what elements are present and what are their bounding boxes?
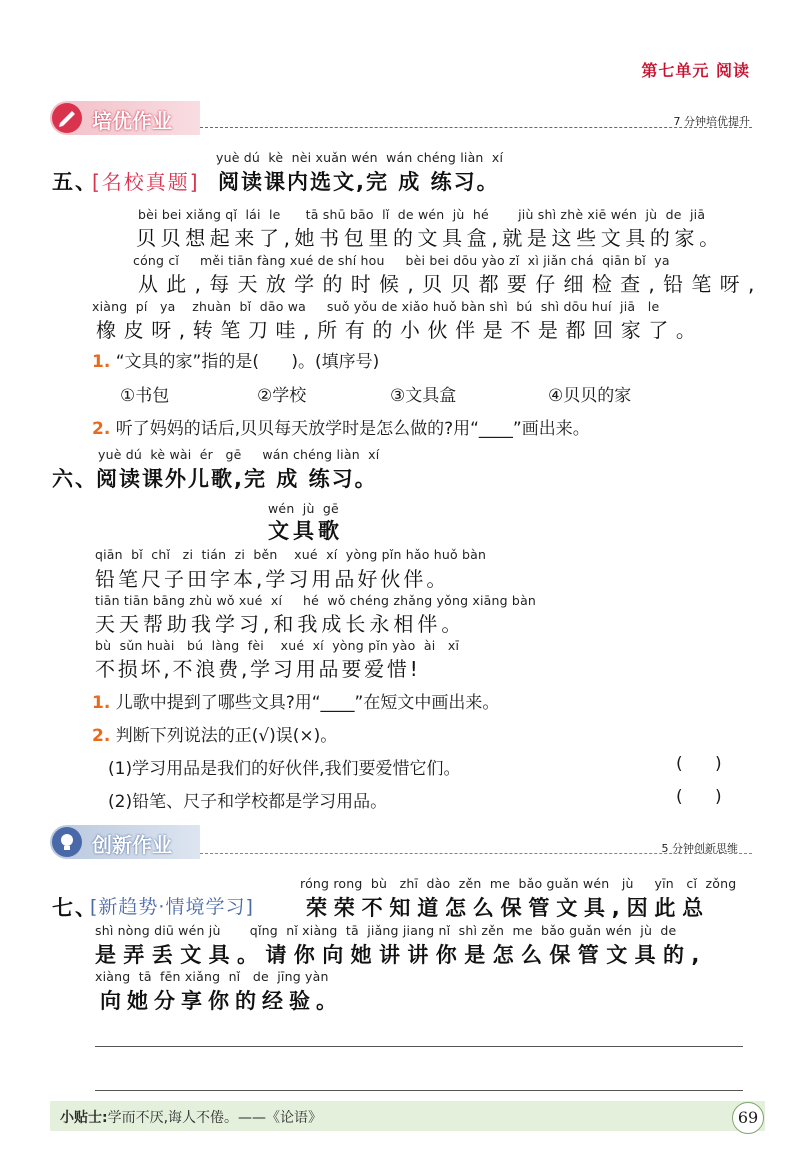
poem-pinyin-3: bù sǔn huài bú làng fèi xué xí yòng pǐn yào ài xī xyxy=(95,638,460,653)
q6-sub1 xyxy=(92,688,499,713)
footer-tip xyxy=(60,1107,322,1127)
passage-line-3: 橡皮呀,转笔刀哇,所有的小伙伴是不是都回家了。 xyxy=(96,318,704,342)
poem-line-3: 不损坏,不浪费,学习用品要爱惜! xyxy=(95,657,421,681)
judgement-2-bracket[interactable]: ( ) xyxy=(676,787,722,807)
q5-sub2-number: 2. xyxy=(92,419,111,439)
section-banner-peiyou xyxy=(50,101,200,135)
judgement-2: (2)铅笔、尺子和学校都是学习用品。 xyxy=(108,792,388,812)
passage-pinyin-3: xiàng pí ya zhuàn bǐ dāo wa suǒ yǒu de xiǎo huǒ bàn shì bú shì dōu huí jiā le xyxy=(92,299,660,314)
q7-number: 七、 xyxy=(52,896,98,920)
judgement-1-bracket[interactable]: ( ) xyxy=(676,754,722,774)
q5-sub1-text: “文具的家”指的是( )。(填序号) xyxy=(115,352,380,372)
q6-number: 六、 xyxy=(52,467,98,491)
q7-pinyin-2: shì nòng diū wén jù qǐng nǐ xiàng tā jiǎng jiang nǐ shì zěn me bǎo guǎn wén jù de xyxy=(95,923,677,938)
q5-sub2 xyxy=(92,414,590,439)
poem-line-1: 铅笔尺子田字本,学习用品好伙伴。 xyxy=(95,567,450,591)
poem-pinyin-2: tiān tiān bāng zhù wǒ xué xí hé wǒ chéng zhǎng yǒng xiāng bàn xyxy=(95,593,537,608)
q6-title-pinyin: yuè dú kè wài ér gē wán chéng liàn xí xyxy=(98,447,380,462)
q6-sub1-text: 儿歌中提到了哪些文具?用“____”在短文中画出来。 xyxy=(115,693,500,713)
q6-sub2-text: 判断下列说法的正(√)误(×)。 xyxy=(115,726,338,746)
q5-title: 阅读课内选文,完 成 练习。 xyxy=(218,170,500,194)
q7-pinyin-1: róng rong bù zhī dào zěn me bǎo guǎn wén jù yīn cǐ zǒng xyxy=(300,876,737,891)
q7-line-1: 荣荣不知道怎么保管文具,因此总 xyxy=(306,896,710,920)
section-title: 培优作业 xyxy=(92,109,172,133)
section-banner-chuangxin xyxy=(50,825,200,859)
q5-sub2-text: 听了妈妈的话后,贝贝每天放学时是怎么做的?用“____”画出来。 xyxy=(115,419,590,439)
pencil-badge-icon xyxy=(52,103,82,133)
q7-line-2: 是弄丢文具。请你向她讲讲你是怎么保管文具的, xyxy=(95,943,707,967)
q6-sub2 xyxy=(92,721,337,746)
option-4: ④贝贝的家 xyxy=(548,386,632,406)
judgement-1: (1)学习用品是我们的好伙伴,我们要爱惜它们。 xyxy=(108,759,461,779)
lightbulb-badge-icon xyxy=(52,827,82,857)
poem-title-pinyin: wén jù gē xyxy=(268,501,339,516)
poem-title: 文具歌 xyxy=(268,519,343,543)
q6-title: 阅读课外儿歌,完 成 练习。 xyxy=(96,467,378,491)
q5-sub1 xyxy=(92,347,379,372)
q5-tag: [名校真题] xyxy=(92,170,200,194)
passage-line-2b: 从此,每天放学的时候,贝贝都要仔细检查,铅笔呀, xyxy=(138,272,763,296)
q6-sub1-number: 1. xyxy=(92,693,111,713)
option-2: ②学校 xyxy=(257,386,307,406)
q7-line-3: 向她分享你的经验。 xyxy=(100,989,343,1013)
tip-quote: 学而不厌,诲人不倦。——《论语》 xyxy=(107,1110,323,1126)
poem-line-2: 天天帮助我学习,和我成长永相伴。 xyxy=(95,612,466,636)
answer-line-1[interactable] xyxy=(95,1046,743,1047)
option-1: ①书包 xyxy=(120,386,170,406)
q6-sub2-number: 2. xyxy=(92,726,111,746)
page-number: 69 xyxy=(732,1102,764,1134)
q5-sub1-number: 1. xyxy=(92,352,111,372)
section-title: 创新作业 xyxy=(92,833,172,857)
poem-pinyin-1: qiān bǐ chǐ zi tián zi běn xué xí yòng pǐn hǎo huǒ bàn xyxy=(95,547,487,562)
passage-pinyin-2: cóng cǐ měi tiān fàng xué de shí hou bèi bei dōu yào zǐ xì jiǎn chá qiān bǐ ya xyxy=(133,253,670,268)
q7-pinyin-3: xiàng tā fēn xiǎng nǐ de jīng yàn xyxy=(95,969,329,984)
option-3: ③文具盒 xyxy=(390,386,457,406)
passage-pinyin-1: bèi bei xiǎng qǐ lái le tā shū bāo lǐ de wén jù hé jiù shì zhè xiē wén jù de jiā xyxy=(138,207,706,222)
unit-header: 第七单元 阅读 xyxy=(641,61,750,80)
tip-label: 小贴士: xyxy=(60,1110,108,1126)
q5-title-pinyin: yuè dú kè nèi xuǎn wén wán chéng liàn xí xyxy=(216,150,504,165)
section-subtitle: 5 分钟创新思维 xyxy=(661,842,738,855)
section-subtitle: 7 分钟培优提升 xyxy=(673,115,750,128)
section-divider xyxy=(200,127,752,128)
q7-tag: [新趋势·情境学习] xyxy=(90,896,254,918)
passage-line-1: 贝贝想起来了,她书包里的文具盒,就是这些文具的家。 xyxy=(136,226,724,250)
answer-line-2[interactable] xyxy=(95,1090,743,1091)
q5-number: 五、 xyxy=(52,170,98,194)
